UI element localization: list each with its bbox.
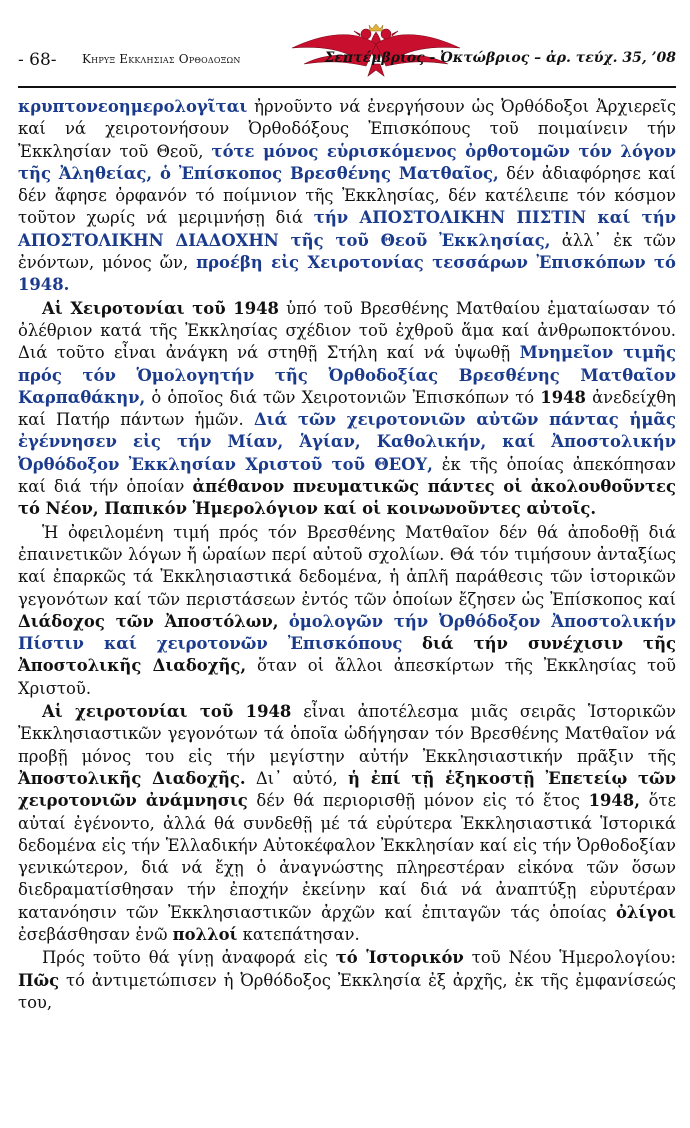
emphasis-bold: ἀπέθανον πνευματικῶς πάντες οἱ ἀκολουθοῦντες τό Νέον, Παπικόν Ἡμερολόγιον καί οἱ κοινωνοῦντες αὐτοῖς. [18,477,676,519]
paragraph [18,298,676,521]
emphasis-blue: Μνημεῖον τιμῆς πρός τόν Ὁμολογητήν τῆς Ὀρθοδοξίας Βρεσθένης Ματθαῖον Καρπαθάκην, [18,343,676,407]
text-run: δέν ἀδιαφόρησε καί δέν ἄφησε ὀρφανόν τό ποίμνιον τῆς Ἐκκλησίας, δέν κατέλειπε τόν κόσμον τοῦτον χωρίς νά μεριμνήσῃ διά [18,163,676,228]
text-run: κατεπάτησαν. [237,924,360,944]
text-run: ἀλλ᾽ ἐκ τῶν ἐνόντων, μόνος ὤν, [18,230,676,273]
text-run: δέν θά περιορισθῇ μόνον εἰς τό ἔτος [247,791,589,811]
emphasis-bold: 1948, [588,791,640,811]
text-run: ἐσεβάσθησαν ἐνῶ [18,924,173,944]
emphasis-bold: Ἀποστολικῆς Διαδοχῆς. [18,768,246,788]
page-number: - 68- [18,50,57,70]
text-run: Πρός τοῦτο θά γίνῃ ἀναφορά εἰς [42,948,336,968]
emphasis-bold: Πῶς [18,970,60,990]
text-run [278,612,288,631]
paragraph [18,96,676,297]
article-body [18,96,676,1014]
emphasis-blue: κρυπτονεοημερολογῖται [18,97,248,116]
text-run: ὅτε αὐταί ἐγένοντο, ἀλλά θά συνδεθῇ μέ τά εὐρύτερα Ἐκκλησιαστικά Ἱστορικά δεδομένα εἰς τήν Ἑλλαδικήν Αὐτοκέφαλον Ἐκκλησίαν καί εἰς τήν Ὀρθοδοξίαν γενικώτερον, διά νά ἔχῃ ὁ ἀναγνώστης πληρεστέραν εἰκόνα τῶν ὅσων διεδραματίσθησαν τήν ἐποχήν ἐκείνην καί διά νά ἀναπτύξῃ εὐρυτέραν κατανόησιν τῶν Ἐκκλησιαστικῶν ἀρχῶν καί ἐπιταγῶν τάς ὁποίας [18,791,676,922]
emphasis-bold: Αἱ χειροτονίαι τοῦ 1948 [42,702,292,722]
issue-info: Σεπτέμβριος - Ὀκτώβριος – ἀρ. τεύχ. 35, ’08 [324,50,676,66]
emphasis-bold: Αἱ Χειροτονίαι τοῦ 1948 [42,298,279,318]
text-run: ὁ ὁποῖος διά τῶν Χειροτονιῶν Ἐπισκόπων τό [145,387,541,407]
emphasis-bold: πολλοί [172,924,238,944]
text-run: ἀνεδείχθη καί Πατήρ πάντων ἡμῶν. [18,387,677,430]
text-run: εἶναι ἀποτέλεσμα μιᾶς σειρᾶς Ἱστορικῶν Ἐκκλησιαστικῶν γεγονότων τά ὁποῖα ὡδήγησαν τόν Βρεσθένης Ματθαῖον νά προβῇ μόνος του εἰς τήν μεγίστην αὐτήν Ἐκκλησιαστικήν πρᾶξιν τῆς [18,702,676,766]
paragraph [18,947,676,1014]
paragraph [18,522,676,700]
emphasis-bold: 1948 [540,387,586,407]
text-run: τό ἀντιμετώπισεν ἡ Ὀρθόδοξος Ἐκκλησία ἐξ ἀρχῆς, ἐκ τῆς ἐμφανίσεώς του, [18,970,676,1012]
text-run: ὑπό τοῦ Βρεσθένης Ματθαίου ἐματαίωσαν τό ὀλέθριον κατά τῆς Ἐκκλησίας σχέδιον τοῦ ἐχθροῦ ἅμα καί ἀνθρωποκτόνου. Διά τοῦτο εἶναι ἀνάγκη νά στηθῇ Στήλη καί νά ὑψωθῇ [18,298,676,363]
header-divider [18,86,676,88]
page-header [18,38,676,78]
emphasis-bold: ὀλίγοι [615,902,676,922]
text-run: ἐκ τῆς ὁποίας ἀπεκόπησαν καί διά τήν ὁποίαν [18,454,676,497]
emphasis-bold: διά τήν συνέχισιν τῆς Ἀποστολικῆς Διαδοχῆς, [18,634,676,676]
text-run: ὅταν οἱ ἄλλοι ἀπεσκίρτων τῆς Ἐκκλησίας τοῦ Χριστοῦ. [18,656,676,698]
emphasis-bold: Διάδοχος τῶν Ἀποστόλων, [18,611,279,631]
text-run: τοῦ Νέου Ἡμερολογίου: [463,948,676,968]
emphasis-blue: ὁμολογῶν τήν Ὀρθόδοξον Ἀποστολικήν Πίστιν καί χειροτονῶν Ἐπισκόπους [18,611,676,654]
emphasis-bold: ἡ ἐπί τῇ ἑξηκοστῇ Ἐπετείῳ τῶν χειροτονιῶν ἀνάμνησις [18,768,676,811]
paragraph [18,701,676,946]
emphasis-blue: Διά τῶν χειροτονιῶν αὐτῶν πάντας ἡμᾶς ἐγέννησεν εἰς τήν Μίαν, Ἁγίαν, Καθολικήν, καί Ἀποστολικήν Ὀρθόδοξον Ἐκκλησίαν Χριστοῦ τοῦ ΘΕΟΥ, [18,410,676,474]
emphasis-blue: τότε μόνος εὑρισκόμενος ὀρθοτομῶν τόν λόγον τῆς Ἀληθείας, ὁ Ἐπίσκοπος Βρεσθένης Ματθαῖος, [18,141,677,183]
emphasis-blue: τήν ΑΠΟΣΤΟΛΙΚΗΝ ΠΙΣΤΙΝ καί τήν ΑΠΟΣΤΟΛΙΚΗΝ ΔΙΑΔΟΧΗΝ τῆς τοῦ Θεοῦ Ἐκκλησίας, [18,208,676,250]
text-run: Ἡ ὀφειλομένη τιμή πρός τόν Βρεσθένης Ματθαῖον δέν θά ἀποδοθῇ διά ἐπαινετικῶν λόγων ἤ ὡραίων περί αὐτοῦ σχολίων. Θά τόν τιμήσουν ἀνταξίως καί ἐπαρκῶς τά Ἐκκλησιαστικά δεδομένα, ἡ ἁπλῆ παράθεσις τῶν ἱστορικῶν γεγονότων καί τῶν περιστάσεων ἐντός τῶν ὁποίων ἔζησεν ὡς Ἐπίσκοπος καί [18,522,676,609]
text-run: ἠρνοῦντο νά ἐνεργήσουν ὡς Ὀρθόδοξοι Ἀρχιερεῖς καί νά χειροτονήσουν Ὀρθοδόξους Ἐπισκόπους τοῦ ποιμαίνειν τήν Ἐκκλησίαν τοῦ Θεοῦ, [18,97,676,161]
emphasis-bold: τό Ἱστορικόν [335,948,464,968]
emphasis-blue: προέβη εἰς Χειροτονίας τεσσάρων Ἐπισκόπων τό 1948. [18,253,676,295]
journal-title: Κηρυξ Εκκλησιας Ορθοδοξων [82,52,241,66]
text-run: Δι᾽ αὐτό, [245,768,349,788]
text-run [402,634,422,653]
